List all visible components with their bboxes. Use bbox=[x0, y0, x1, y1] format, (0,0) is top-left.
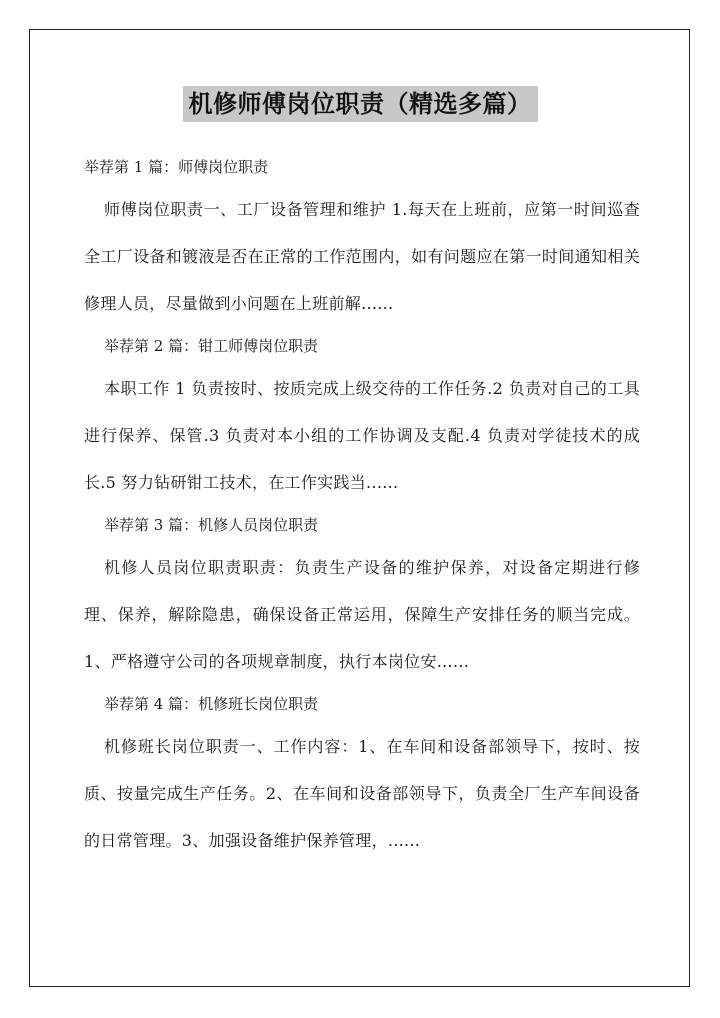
section-3 bbox=[84, 506, 640, 685]
title-container bbox=[0, 86, 720, 122]
section-heading: 举荐第 2 篇：钳工师傅岗位职责 bbox=[104, 337, 319, 355]
section-paragraph: 师傅岗位职责一、工厂设备管理和维护 1.每天在上班前，应第一时间巡查全工厂设备和镀液是否在正常的工作范围内，如有问题应在第一时间通知相关修理人员，尽量做到小问题在上班前解...... bbox=[84, 200, 640, 313]
section-2 bbox=[84, 327, 640, 506]
section-heading: 举荐第 1 篇：师傅岗位职责 bbox=[84, 158, 269, 176]
section-paragraph: 机修班长岗位职责一、工作内容：1、在车间和设备部领导下，按时、按质、按量完成生产任务。2、在车间和设备部领导下，负责全厂生产车间设备的日常管理。3、加强设备维护保养管理，...... bbox=[84, 737, 640, 850]
document-title: 机修师傅岗位职责（精选多篇） bbox=[183, 86, 538, 122]
section-4 bbox=[84, 685, 640, 864]
section-paragraph: 机修人员岗位职责职责：负责生产设备的维护保养，对设备定期进行修理、保养，解除隐患，确保设备正常运用，保障生产安排任务的顺当完成。1、严格遵守公司的各项规章制度，执行本岗位安...... bbox=[84, 558, 640, 671]
section-heading: 举荐第 4 篇：机修班长岗位职责 bbox=[104, 695, 319, 713]
document-body bbox=[84, 148, 640, 864]
section-paragraph: 本职工作 1 负责按时、按质完成上级交待的工作任务.2 负责对自己的工具进行保养、保管.3 负责对本小组的工作协调及支配.4 负责对学徒技术的成长.5 努力钻研钳工技术，在工作实践当...... bbox=[84, 379, 640, 492]
section-1 bbox=[84, 148, 640, 327]
section-heading: 举荐第 3 篇：机修人员岗位职责 bbox=[104, 516, 319, 534]
